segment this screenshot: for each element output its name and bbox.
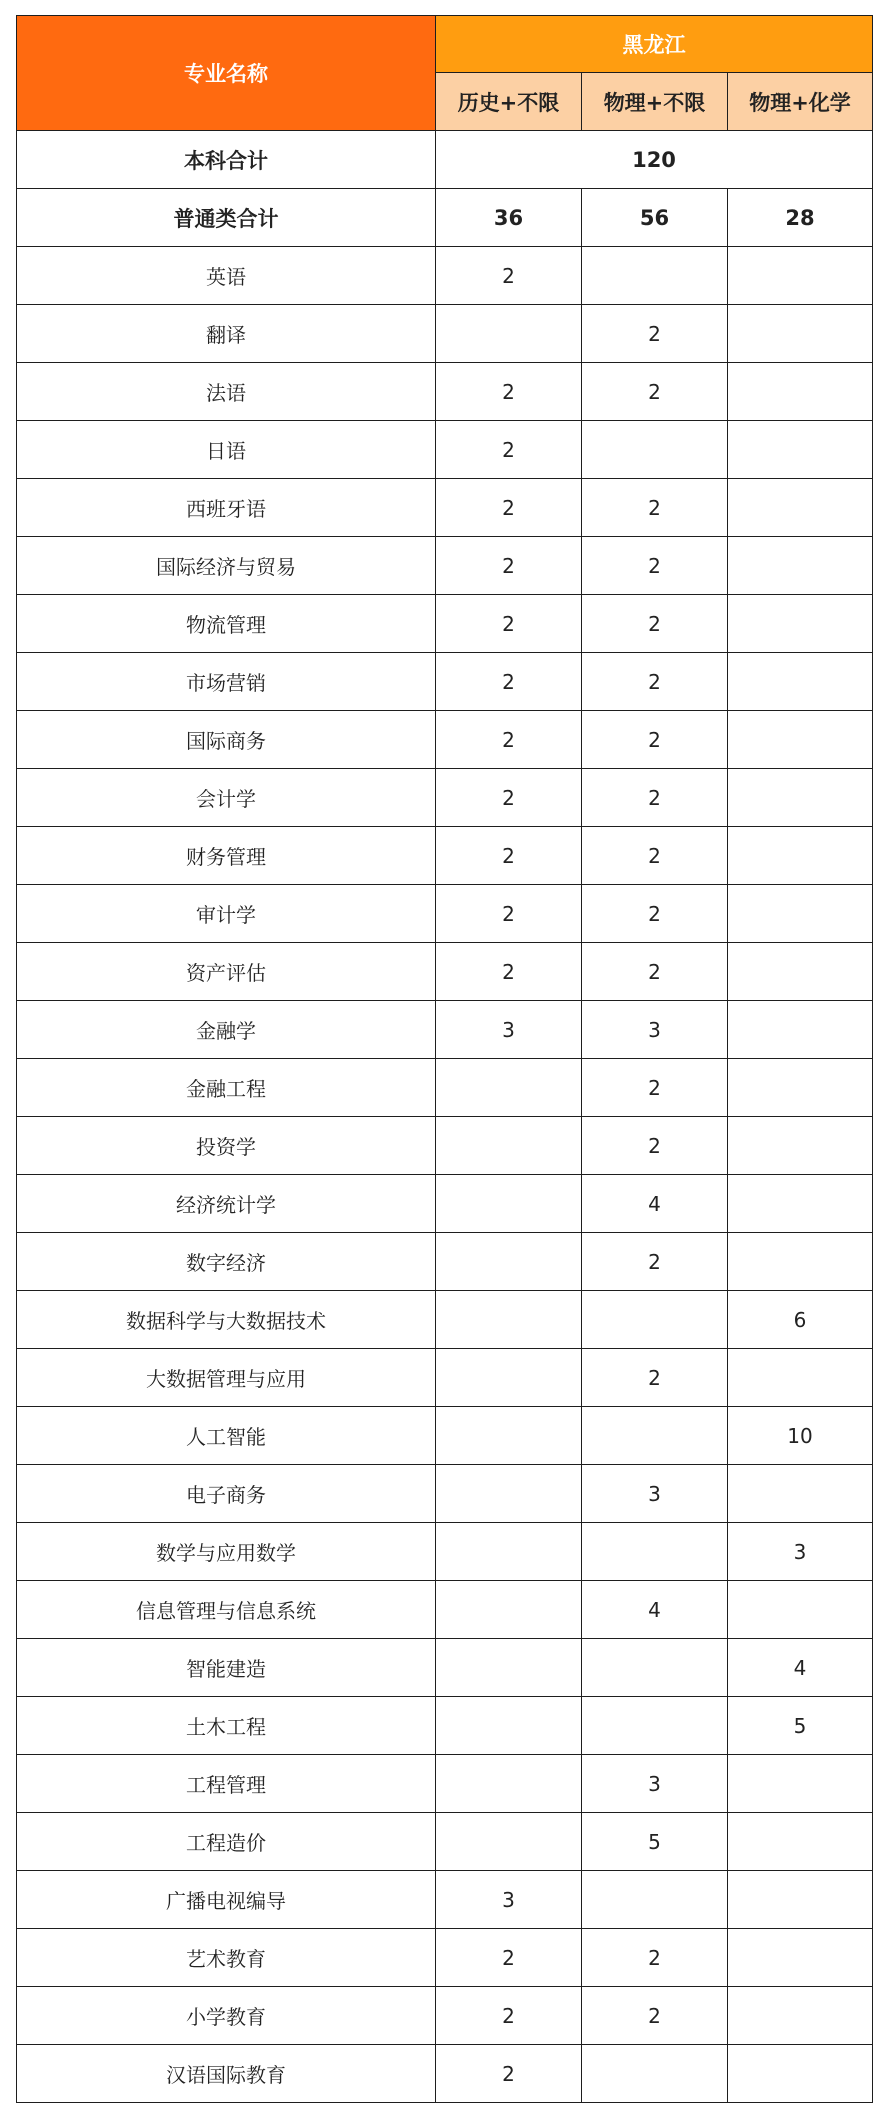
- major-name-cell: 资产评估: [17, 943, 436, 1001]
- physics-count-cell: [582, 2045, 728, 2103]
- undergrad-total-row: [17, 131, 873, 189]
- physics-count-cell: [582, 1697, 728, 1755]
- enrollment-plan-table: [16, 15, 873, 2103]
- table-row: [17, 2045, 873, 2103]
- major-name-cell: 艺术教育: [17, 1929, 436, 1987]
- table-row: [17, 1523, 873, 1581]
- physics-count-cell: 2: [582, 827, 728, 885]
- major-name-cell: 信息管理与信息系统: [17, 1581, 436, 1639]
- table-row: [17, 1465, 873, 1523]
- physics-chemistry-count-cell: [728, 595, 873, 653]
- table-row: [17, 1755, 873, 1813]
- major-name-cell: 汉语国际教育: [17, 2045, 436, 2103]
- history-count-cell: 2: [436, 827, 582, 885]
- physics-count-cell: 2: [582, 363, 728, 421]
- physics-chemistry-count-cell: [728, 247, 873, 305]
- history-count-cell: 2: [436, 479, 582, 537]
- table-row: [17, 1929, 873, 1987]
- table-row: [17, 1697, 873, 1755]
- major-name-cell: 会计学: [17, 769, 436, 827]
- table-row: [17, 1291, 873, 1349]
- table-row: [17, 769, 873, 827]
- major-name-cell: 财务管理: [17, 827, 436, 885]
- physics-chemistry-count-cell: [728, 885, 873, 943]
- table-row: [17, 305, 873, 363]
- table-row: [17, 653, 873, 711]
- major-name-cell: 金融工程: [17, 1059, 436, 1117]
- major-name-cell: 英语: [17, 247, 436, 305]
- enrollment-table-container: [16, 15, 873, 2103]
- physics-count-cell: 3: [582, 1465, 728, 1523]
- history-count-cell: 2: [436, 595, 582, 653]
- general-total-label: 普通类合计: [17, 189, 436, 247]
- physics-chemistry-count-cell: [728, 711, 873, 769]
- physics-chemistry-count-cell: [728, 2045, 873, 2103]
- physics-chemistry-count-cell: [728, 827, 873, 885]
- major-name-cell: 市场营销: [17, 653, 436, 711]
- major-name-cell: 工程管理: [17, 1755, 436, 1813]
- physics-count-cell: 2: [582, 711, 728, 769]
- physics-chemistry-count-cell: [728, 305, 873, 363]
- physics-count-cell: [582, 247, 728, 305]
- history-count-cell: 2: [436, 247, 582, 305]
- history-count-cell: 2: [436, 421, 582, 479]
- major-name-cell: 小学教育: [17, 1987, 436, 2045]
- physics-count-cell: [582, 421, 728, 479]
- physics-chemistry-count-cell: [728, 1871, 873, 1929]
- physics-count-cell: 2: [582, 943, 728, 1001]
- physics-count-cell: 5: [582, 1813, 728, 1871]
- table-row: [17, 1233, 873, 1291]
- physics-chemistry-count-cell: [728, 1233, 873, 1291]
- physics-chemistry-count-cell: 6: [728, 1291, 873, 1349]
- history-count-cell: 2: [436, 711, 582, 769]
- physics-chemistry-count-cell: [728, 653, 873, 711]
- physics-count-cell: 2: [582, 1987, 728, 2045]
- history-count-cell: 2: [436, 363, 582, 421]
- physics-count-cell: [582, 1639, 728, 1697]
- general-total-history: 36: [436, 189, 582, 247]
- undergrad-total-label: 本科合计: [17, 131, 436, 189]
- major-name-cell: 审计学: [17, 885, 436, 943]
- physics-chemistry-count-cell: 3: [728, 1523, 873, 1581]
- physics-count-cell: 2: [582, 1233, 728, 1291]
- physics-chemistry-count-cell: [728, 943, 873, 1001]
- physics-chemistry-count-cell: [728, 1001, 873, 1059]
- table-row: [17, 595, 873, 653]
- history-count-cell: [436, 1175, 582, 1233]
- table-row: [17, 827, 873, 885]
- physics-count-cell: 2: [582, 537, 728, 595]
- major-name-cell: 国际商务: [17, 711, 436, 769]
- history-count-cell: 2: [436, 1929, 582, 1987]
- physics-chemistry-count-cell: [728, 421, 873, 479]
- history-count-cell: [436, 1059, 582, 1117]
- table-row: [17, 1175, 873, 1233]
- history-count-cell: 2: [436, 885, 582, 943]
- table-row: [17, 885, 873, 943]
- table-row: [17, 1117, 873, 1175]
- history-count-cell: [436, 1117, 582, 1175]
- table-row: [17, 943, 873, 1001]
- history-count-cell: 3: [436, 1001, 582, 1059]
- table-row: [17, 1639, 873, 1697]
- history-count-cell: [436, 1349, 582, 1407]
- history-count-cell: [436, 1639, 582, 1697]
- major-name-cell: 投资学: [17, 1117, 436, 1175]
- physics-count-cell: 2: [582, 653, 728, 711]
- table-row: [17, 1871, 873, 1929]
- table-row: [17, 247, 873, 305]
- history-count-cell: [436, 1813, 582, 1871]
- major-name-header: 专业名称: [17, 16, 436, 131]
- physics-count-cell: 4: [582, 1175, 728, 1233]
- table-row: [17, 421, 873, 479]
- history-count-cell: 2: [436, 943, 582, 1001]
- physics-count-cell: [582, 1407, 728, 1465]
- physics-chemistry-count-cell: [728, 1755, 873, 1813]
- physics-count-cell: 2: [582, 1929, 728, 1987]
- major-name-cell: 经济统计学: [17, 1175, 436, 1233]
- history-count-cell: [436, 305, 582, 363]
- physics-chemistry-count-cell: [728, 1117, 873, 1175]
- history-count-cell: [436, 1233, 582, 1291]
- history-count-cell: [436, 1755, 582, 1813]
- physics-count-cell: 2: [582, 769, 728, 827]
- table-row: [17, 363, 873, 421]
- history-count-cell: [436, 1523, 582, 1581]
- physics-count-cell: 2: [582, 595, 728, 653]
- major-name-cell: 法语: [17, 363, 436, 421]
- general-total-physics-chemistry: 28: [728, 189, 873, 247]
- table-row: [17, 479, 873, 537]
- physics-chemistry-count-cell: 4: [728, 1639, 873, 1697]
- history-count-cell: 2: [436, 2045, 582, 2103]
- undergrad-total-value: 120: [436, 131, 873, 189]
- physics-chemistry-count-cell: [728, 1929, 873, 1987]
- table-row: [17, 1059, 873, 1117]
- physics-chemistry-count-cell: [728, 1349, 873, 1407]
- physics-chemistry-count-cell: [728, 363, 873, 421]
- major-name-cell: 电子商务: [17, 1465, 436, 1523]
- major-name-cell: 大数据管理与应用: [17, 1349, 436, 1407]
- physics-chemistry-count-cell: [728, 1987, 873, 2045]
- subject-header-physics: 物理+不限: [582, 73, 728, 131]
- major-name-cell: 工程造价: [17, 1813, 436, 1871]
- table-row: [17, 1813, 873, 1871]
- physics-count-cell: 2: [582, 1059, 728, 1117]
- physics-chemistry-count-cell: [728, 1059, 873, 1117]
- table-row: [17, 537, 873, 595]
- history-count-cell: 3: [436, 1871, 582, 1929]
- subject-header-physics-chemistry: 物理+化学: [728, 73, 873, 131]
- table-row: [17, 1001, 873, 1059]
- table-row: [17, 1349, 873, 1407]
- physics-chemistry-count-cell: 10: [728, 1407, 873, 1465]
- physics-chemistry-count-cell: [728, 1175, 873, 1233]
- physics-count-cell: [582, 1871, 728, 1929]
- subject-header-history: 历史+不限: [436, 73, 582, 131]
- major-name-cell: 西班牙语: [17, 479, 436, 537]
- history-count-cell: 2: [436, 537, 582, 595]
- physics-chemistry-count-cell: [728, 1813, 873, 1871]
- physics-count-cell: 2: [582, 479, 728, 537]
- major-name-cell: 数学与应用数学: [17, 1523, 436, 1581]
- major-name-cell: 翻译: [17, 305, 436, 363]
- physics-chemistry-count-cell: [728, 1581, 873, 1639]
- major-name-cell: 土木工程: [17, 1697, 436, 1755]
- region-header: 黑龙江: [436, 16, 873, 73]
- table-row: [17, 1987, 873, 2045]
- physics-count-cell: 3: [582, 1755, 728, 1813]
- physics-count-cell: 2: [582, 1117, 728, 1175]
- physics-chemistry-count-cell: [728, 537, 873, 595]
- physics-count-cell: 2: [582, 305, 728, 363]
- major-name-cell: 国际经济与贸易: [17, 537, 436, 595]
- history-count-cell: [436, 1291, 582, 1349]
- table-row: [17, 711, 873, 769]
- physics-count-cell: 3: [582, 1001, 728, 1059]
- major-name-cell: 智能建造: [17, 1639, 436, 1697]
- physics-chemistry-count-cell: [728, 769, 873, 827]
- physics-chemistry-count-cell: [728, 1465, 873, 1523]
- history-count-cell: [436, 1407, 582, 1465]
- history-count-cell: [436, 1465, 582, 1523]
- physics-count-cell: [582, 1291, 728, 1349]
- general-total-row: [17, 189, 873, 247]
- major-name-cell: 数字经济: [17, 1233, 436, 1291]
- physics-count-cell: 2: [582, 1349, 728, 1407]
- physics-chemistry-count-cell: 5: [728, 1697, 873, 1755]
- history-count-cell: [436, 1581, 582, 1639]
- major-name-cell: 广播电视编导: [17, 1871, 436, 1929]
- physics-count-cell: 4: [582, 1581, 728, 1639]
- major-name-cell: 日语: [17, 421, 436, 479]
- major-name-cell: 金融学: [17, 1001, 436, 1059]
- history-count-cell: 2: [436, 769, 582, 827]
- major-name-cell: 物流管理: [17, 595, 436, 653]
- physics-count-cell: 2: [582, 885, 728, 943]
- history-count-cell: [436, 1697, 582, 1755]
- history-count-cell: 2: [436, 653, 582, 711]
- table-row: [17, 1581, 873, 1639]
- major-name-cell: 人工智能: [17, 1407, 436, 1465]
- physics-count-cell: [582, 1523, 728, 1581]
- major-name-cell: 数据科学与大数据技术: [17, 1291, 436, 1349]
- table-row: [17, 1407, 873, 1465]
- physics-chemistry-count-cell: [728, 479, 873, 537]
- history-count-cell: 2: [436, 1987, 582, 2045]
- general-total-physics: 56: [582, 189, 728, 247]
